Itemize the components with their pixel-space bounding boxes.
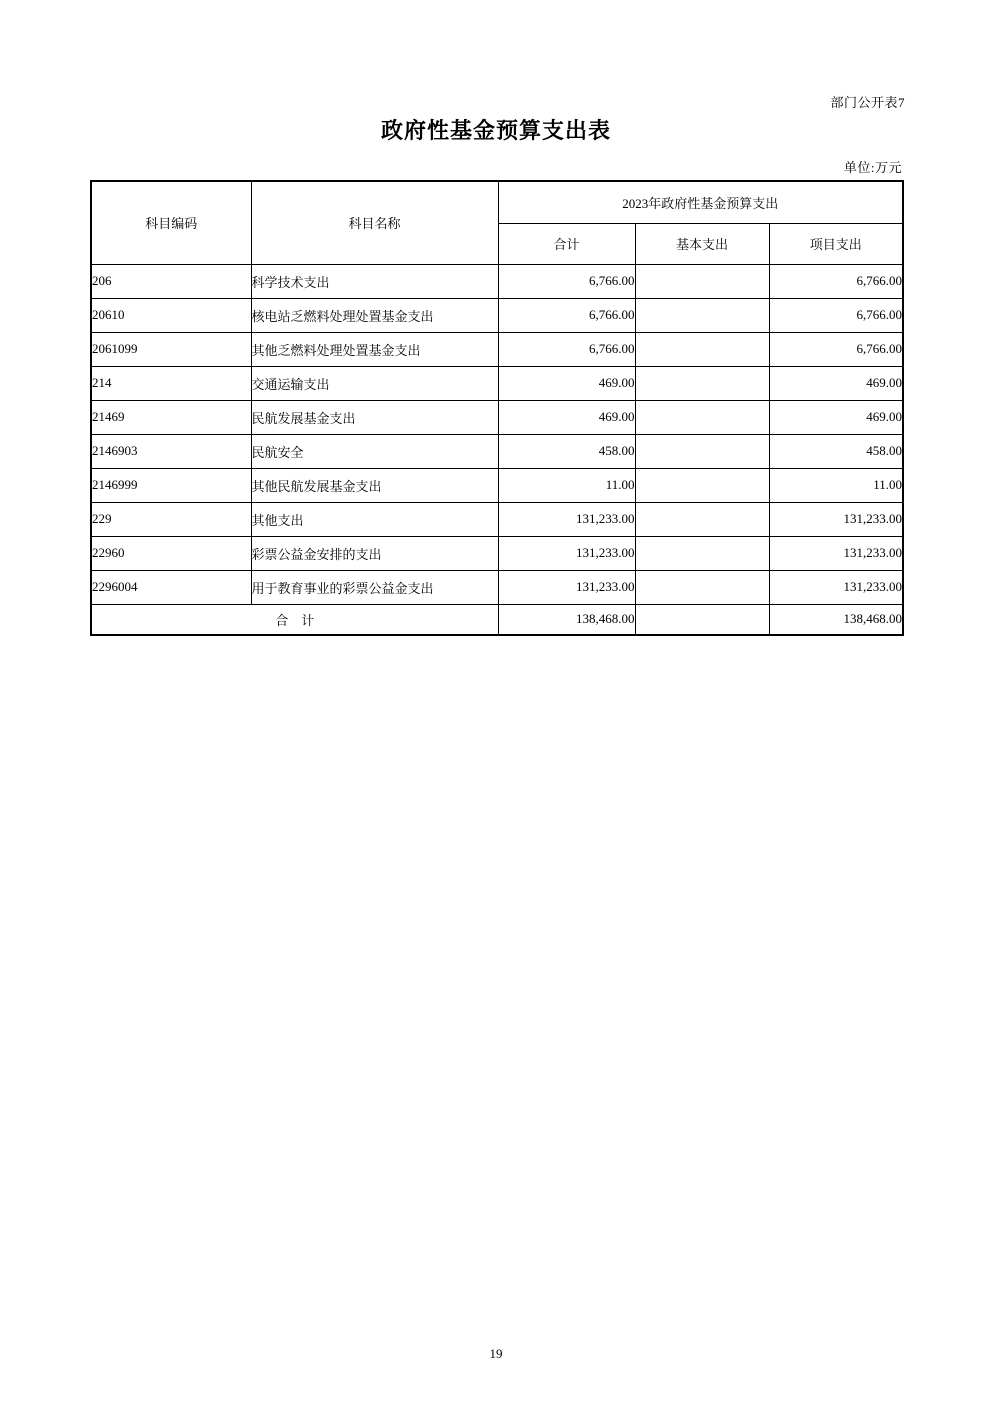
- subject-code-cell: 2296004: [91, 570, 251, 604]
- subject-code-cell: 229: [91, 502, 251, 536]
- subject-name-cell: 彩票公益金安排的支出: [251, 536, 498, 570]
- header-total: 合计: [498, 223, 635, 264]
- grand-total-cell: 138,468.00: [498, 604, 635, 635]
- basic-expense-cell: [635, 264, 769, 298]
- total-cell: 131,233.00: [498, 536, 635, 570]
- subject-code-cell: 214: [91, 366, 251, 400]
- table-row: [91, 536, 903, 570]
- grand-project-expense-cell: 138,468.00: [769, 604, 903, 635]
- subject-code-cell: 2146903: [91, 434, 251, 468]
- project-expense-cell: 131,233.00: [769, 570, 903, 604]
- project-expense-cell: 6,766.00: [769, 264, 903, 298]
- subject-name-cell: 核电站乏燃料处理处置基金支出: [251, 298, 498, 332]
- subject-code-cell: 21469: [91, 400, 251, 434]
- unit-label: 单位:万元: [843, 160, 902, 175]
- header-basic-expense: 基本支出: [635, 223, 769, 264]
- project-expense-cell: 469.00: [769, 400, 903, 434]
- table-row: [91, 570, 903, 604]
- header-project-expense: 项目支出: [769, 223, 903, 264]
- subject-name-cell: 其他民航发展基金支出: [251, 468, 498, 502]
- table-row: [91, 264, 903, 298]
- total-cell: 6,766.00: [498, 264, 635, 298]
- subject-code-cell: 22960: [91, 536, 251, 570]
- header-subject-code: 科目编码: [91, 181, 251, 264]
- basic-expense-cell: [635, 536, 769, 570]
- basic-expense-cell: [635, 366, 769, 400]
- page-title: 政府性基金预算支出表: [380, 118, 611, 143]
- grand-basic-expense-cell: [635, 604, 769, 635]
- total-cell: 6,766.00: [498, 298, 635, 332]
- basic-expense-cell: [635, 502, 769, 536]
- project-expense-cell: 6,766.00: [769, 298, 903, 332]
- basic-expense-cell: [635, 400, 769, 434]
- basic-expense-cell: [635, 332, 769, 366]
- subject-name-cell: 民航发展基金支出: [251, 400, 498, 434]
- project-expense-cell: 469.00: [769, 366, 903, 400]
- subject-name-cell: 其他支出: [251, 502, 498, 536]
- table-row: [91, 434, 903, 468]
- basic-expense-cell: [635, 298, 769, 332]
- table-row: [91, 298, 903, 332]
- table-footer-row: [91, 604, 903, 635]
- grand-total-label: 合 计: [91, 604, 498, 635]
- project-expense-cell: 131,233.00: [769, 502, 903, 536]
- table-row: [91, 502, 903, 536]
- subject-code-cell: 20610: [91, 298, 251, 332]
- subject-name-cell: 用于教育事业的彩票公益金支出: [251, 570, 498, 604]
- basic-expense-cell: [635, 434, 769, 468]
- budget-table: [90, 180, 904, 636]
- doc-label: 部门公开表7: [830, 95, 905, 110]
- table-row: [91, 332, 903, 366]
- total-cell: 11.00: [498, 468, 635, 502]
- subject-code-cell: 206: [91, 264, 251, 298]
- project-expense-cell: 6,766.00: [769, 332, 903, 366]
- subject-name-cell: 交通运输支出: [251, 366, 498, 400]
- total-cell: 458.00: [498, 434, 635, 468]
- header-budget-group: 2023年政府性基金预算支出: [498, 181, 903, 223]
- total-cell: 469.00: [498, 366, 635, 400]
- header-row-group: [91, 181, 903, 223]
- project-expense-cell: 131,233.00: [769, 536, 903, 570]
- project-expense-cell: 11.00: [769, 468, 903, 502]
- subject-name-cell: 其他乏燃料处理处置基金支出: [251, 332, 498, 366]
- header-subject-name: 科目名称: [251, 181, 498, 264]
- table-row: [91, 400, 903, 434]
- page-number: 19: [489, 1346, 503, 1361]
- table-row: [91, 366, 903, 400]
- total-cell: 469.00: [498, 400, 635, 434]
- subject-code-cell: 2061099: [91, 332, 251, 366]
- total-cell: 6,766.00: [498, 332, 635, 366]
- basic-expense-cell: [635, 570, 769, 604]
- total-cell: 131,233.00: [498, 570, 635, 604]
- total-cell: 131,233.00: [498, 502, 635, 536]
- basic-expense-cell: [635, 468, 769, 502]
- project-expense-cell: 458.00: [769, 434, 903, 468]
- subject-name-cell: 民航安全: [251, 434, 498, 468]
- subject-code-cell: 2146999: [91, 468, 251, 502]
- table-row: [91, 468, 903, 502]
- subject-name-cell: 科学技术支出: [251, 264, 498, 298]
